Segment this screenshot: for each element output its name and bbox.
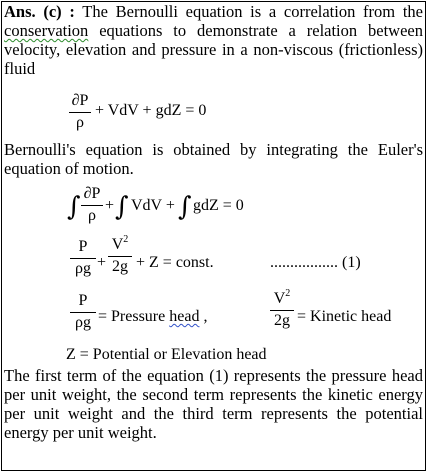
integral-sign-1: ∫ xyxy=(67,192,81,222)
intro-text-b: equations to demonstrate a relation between velocity, elevation and pressure in a non-viscous (frictionless) fluid xyxy=(4,21,423,78)
eq4-f2-v: V xyxy=(273,290,286,307)
answer-label: Ans. (c) : xyxy=(4,2,75,21)
eq4-fraction-2 xyxy=(270,290,294,330)
eq2-end: gdZ = 0 xyxy=(193,197,244,214)
eq1-numerator: ∂P xyxy=(71,92,89,109)
eq2-plus: + xyxy=(105,197,115,214)
eq4-f2-denominator: 2g xyxy=(274,312,290,329)
eq3-f2-numerator xyxy=(108,236,132,254)
eq3-fraction-2 xyxy=(108,236,132,276)
euler-paragraph: Bernoulli's equation is obtained by integrating the Euler's equation of motion. xyxy=(4,140,423,178)
pressure-head-label xyxy=(98,308,207,326)
eq2-numerator: ∂P xyxy=(83,185,101,202)
eq2-middle: VdV + xyxy=(131,197,175,214)
eq3-f1-denominator: ρg xyxy=(75,260,91,277)
eq3-f1-bar xyxy=(70,258,96,259)
eq3-rest: + Z = const. xyxy=(136,254,214,271)
integral-sign-3: ∫ xyxy=(178,192,192,222)
eq4-f2-numerator xyxy=(270,290,294,308)
eq3-plus: + xyxy=(97,254,107,271)
eq2-fraction xyxy=(81,185,103,225)
eq3-fraction-1 xyxy=(70,238,96,278)
pressure-head-comma: , xyxy=(199,308,208,325)
eq4-f2-bar xyxy=(270,310,294,311)
eq3-f1-numerator: P xyxy=(78,238,88,255)
kinetic-head-label: = Kinetic head xyxy=(297,308,392,325)
integral-sign-2: ∫ xyxy=(115,192,129,222)
eq3-f2-exponent: 2 xyxy=(123,234,129,245)
eq3-number: ................. (1) xyxy=(270,254,361,271)
eq3-f2-v: V xyxy=(111,236,124,253)
eq1-rest: + VdV + gdZ = 0 xyxy=(95,102,207,119)
eq3-f2-bar xyxy=(108,256,132,257)
eq4-f2-exponent: 2 xyxy=(285,288,291,299)
intro-paragraph xyxy=(4,2,423,78)
eq2-denominator: ρ xyxy=(88,207,96,224)
eq4-f1-bar xyxy=(70,312,96,313)
eq4-f1-numerator: P xyxy=(78,292,88,309)
intro-text-a: The Bernoulli equation is a correlation from the xyxy=(74,2,423,21)
elevation-head-line: Z = Potential or Elevation head xyxy=(66,346,267,363)
eq3-f2-denominator: 2g xyxy=(112,258,128,275)
head-word: head xyxy=(169,308,200,325)
conservation-word: conservation xyxy=(4,21,89,40)
conclusion-paragraph: The first term of the equation (1) represents the pressure head per unit weight, the second term represents the kinetic energy per unit weight and the third term represents the potential energy per unit weight. xyxy=(4,366,423,442)
eq1-denominator: ρ xyxy=(76,114,84,131)
eq2-fraction-bar xyxy=(81,205,103,206)
eq1-fraction-bar xyxy=(69,112,91,113)
eq4-f1-denominator: ρg xyxy=(75,314,91,331)
pressure-head-text: = Pressure xyxy=(98,308,170,325)
eq1-fraction xyxy=(69,92,91,132)
eq4-fraction-1 xyxy=(70,292,96,332)
